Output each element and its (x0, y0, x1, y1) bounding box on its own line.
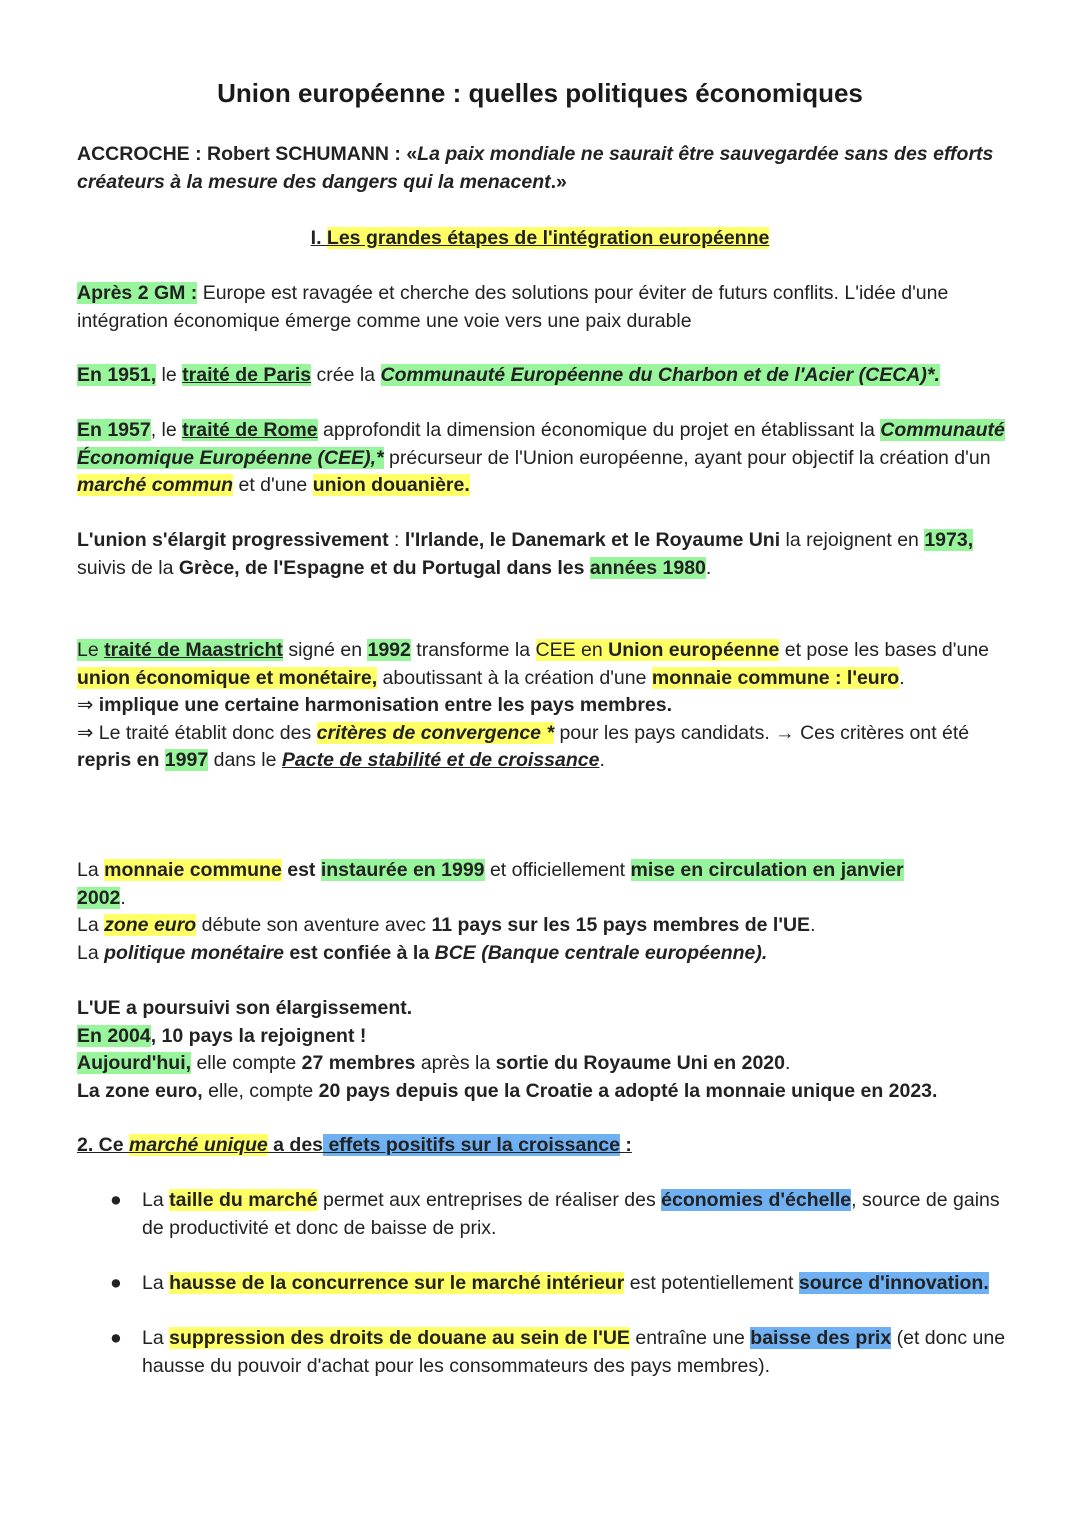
text: 2. Ce (77, 1134, 130, 1156)
section1-number: I. (310, 227, 327, 249)
text: la rejoignent en (780, 529, 925, 551)
text: suivis de la (77, 556, 179, 579)
hausse-concurrence: hausse de la concurrence sur le marché intérieur (169, 1272, 625, 1294)
criteres-convergence: critères de convergence * (316, 721, 555, 744)
arrow-icon: ⇒ (77, 694, 94, 716)
accroche-quote: La paix mondiale ne saurait être sauvegardée sans des efforts créateurs à la mesure des dangers qui la menacent (77, 143, 994, 193)
year-1957: En 1957 (77, 419, 151, 441)
text: . (784, 1052, 791, 1074)
membres-27: 27 membres (301, 1052, 416, 1074)
paragraph-1957 (77, 417, 1007, 500)
text: est confiée à la (283, 941, 435, 964)
union-douaniere: union douanière. (312, 474, 470, 496)
year-1951: En 1951, (77, 364, 157, 386)
page-title: Union européenne : quelles politiques économiques (217, 78, 863, 108)
pays-zone-euro: 11 pays sur les 15 pays membres de l'UE (431, 914, 811, 936)
text: débute son aventure avec (196, 914, 432, 936)
text: crée la (311, 364, 381, 386)
suppression-droits: suppression des droits de douane au sein de l'UE (169, 1327, 630, 1349)
text: elle compte (191, 1052, 302, 1074)
paragraph-apres-guerre (77, 280, 1007, 335)
bce: BCE (Banque centrale européenne). (434, 941, 768, 964)
text: La (77, 859, 105, 881)
repris: repris en (77, 749, 165, 771)
marche-commun: marché commun (77, 474, 234, 496)
paragraph-monnaie (77, 857, 907, 967)
text: et officiellement (484, 859, 631, 881)
text: , 10 pays la rejoignent ! (150, 1024, 367, 1047)
text: transforme la (410, 639, 536, 661)
text: (et donc une hausse du pouvoir d'achat pour les consommateurs des pays membres). (142, 1327, 1006, 1377)
text: pour les pays candidats. → Ces critères ont été (554, 721, 970, 744)
section1-title: Les grandes étapes de l'intégration européenne (326, 227, 770, 249)
text: entraîne une (629, 1327, 751, 1349)
text: et pose les bases d'une (779, 639, 990, 661)
circulation-2002: mise en circulation en janvier 2002 (77, 859, 904, 909)
text: . (120, 886, 126, 909)
text: et d'une (233, 474, 313, 496)
text: elle, compte (202, 1079, 319, 1102)
accroche-end: .» (550, 170, 567, 193)
treaty-maastricht: traité de Maastricht (104, 639, 283, 661)
taille-marche: taille du marché (169, 1189, 318, 1211)
uem: union économique et monétaire, (77, 666, 378, 689)
text: après la (415, 1052, 496, 1074)
paragraph-1951 (77, 362, 1007, 390)
ceca-name: Communauté Européenne du Charbon et de l'Acier (CECA)*. (380, 364, 940, 386)
text: La (77, 941, 105, 964)
text: signé en (282, 639, 368, 661)
text: . (599, 749, 605, 771)
text: permet aux entreprises de réaliser des (317, 1189, 662, 1211)
text: est (281, 859, 321, 881)
instauree-1999: instaurée en 1999 (320, 859, 485, 881)
baisse-prix: baisse des prix (750, 1327, 892, 1349)
monnaie-commune-euro: monnaie commune : l'euro (651, 666, 900, 689)
year-1992: 1992 (367, 639, 411, 661)
marche-unique: marché unique (129, 1134, 268, 1156)
brexit: sortie du Royaume Uni en 2020 (495, 1052, 785, 1074)
bullet-icon: ● (110, 1327, 122, 1349)
text: La (142, 1327, 170, 1349)
cee-to: CEE en (535, 639, 609, 661)
treaty-rome: traité de Rome (182, 419, 318, 441)
year-1973: 1973, (924, 529, 974, 551)
text: a des (267, 1134, 324, 1156)
text: le (156, 364, 183, 386)
paragraph-maastricht (77, 637, 1007, 775)
list-item (110, 1270, 1010, 1298)
text: . (705, 556, 712, 579)
apres-lead: Après 2 GM : (77, 282, 198, 304)
poursuivi: L'UE a poursuivi son élargissement. (77, 997, 413, 1019)
accroche-label: ACCROCHE : Robert SCHUMANN : « (77, 143, 418, 165)
elargit-lead: L'union s'élargit progressivement (77, 529, 389, 551)
countries-1973: l'Irlande, le Danemark et le Royaume Uni (404, 529, 781, 551)
zone-euro-label: La zone euro, (77, 1079, 203, 1102)
effets-positifs: effets positifs sur la croissance (323, 1134, 620, 1156)
treaty-paris: traité de Paris (182, 364, 312, 386)
text: . (899, 666, 905, 689)
apres-text: Europe est ravagée et cherche des solutions pour éviter de futurs conflits. L'idée d'une intégration économique émerge comme une voie vers une paix durable (77, 282, 949, 332)
text: dans le (208, 749, 282, 771)
text: : (619, 1134, 632, 1156)
list-item (110, 1325, 1010, 1380)
text: Le traité établit donc des (93, 721, 317, 744)
politique-monetaire: politique monétaire (104, 941, 284, 964)
paragraph-elargissement-ue (77, 995, 1007, 1105)
text: est potentiellement (624, 1272, 799, 1294)
text: . (810, 914, 816, 936)
text: La (142, 1189, 170, 1211)
section2-heading (77, 1132, 1007, 1160)
zone-euro: zone euro (104, 914, 197, 936)
text: approfondit la dimension économique du projet en établissant la (317, 419, 881, 441)
year-1997: 1997 (164, 749, 209, 771)
monnaie-commune: monnaie commune (104, 859, 282, 881)
years-1980: années 1980 (589, 556, 706, 579)
year-2004: En 2004 (77, 1024, 151, 1047)
text: , le (150, 419, 183, 441)
text: : (388, 529, 405, 551)
harmonisation: implique une certaine harmonisation entre les pays membres. (93, 694, 673, 716)
source-innovation: source d'innovation. (798, 1272, 989, 1294)
list-item (110, 1187, 1010, 1242)
paragraph-elargissement (77, 527, 1007, 582)
arrow-icon: ⇒ (77, 721, 94, 744)
text: Le (77, 639, 105, 661)
text: La (142, 1272, 170, 1294)
section1-heading (0, 225, 1080, 253)
text: aboutissant à la création d'une (377, 666, 652, 689)
economies-echelle: économies d'échelle (661, 1189, 852, 1211)
pacte-stabilite: Pacte de stabilité et de croissance (281, 749, 600, 771)
countries-1980: Grèce, de l'Espagne et du Portugal dans les (178, 556, 590, 579)
union-europeenne: Union européenne (608, 639, 780, 661)
aujourdhui: Aujourd'hui, (77, 1052, 192, 1074)
text: La (77, 914, 105, 936)
bullet-icon: ● (110, 1272, 122, 1294)
bullet-icon: ● (110, 1189, 122, 1211)
pays-20: 20 pays depuis que la Croatie a adopté la monnaie unique en 2023. (318, 1079, 938, 1102)
text: précurseur de l'Union européenne, ayant pour objectif la création d'un (383, 446, 991, 469)
accroche-paragraph (77, 141, 1007, 196)
text: , source de gains de productivité et donc de baisse de prix. (142, 1189, 1000, 1239)
cee-name: Communauté Économique Européenne (CEE),* (77, 419, 1005, 469)
